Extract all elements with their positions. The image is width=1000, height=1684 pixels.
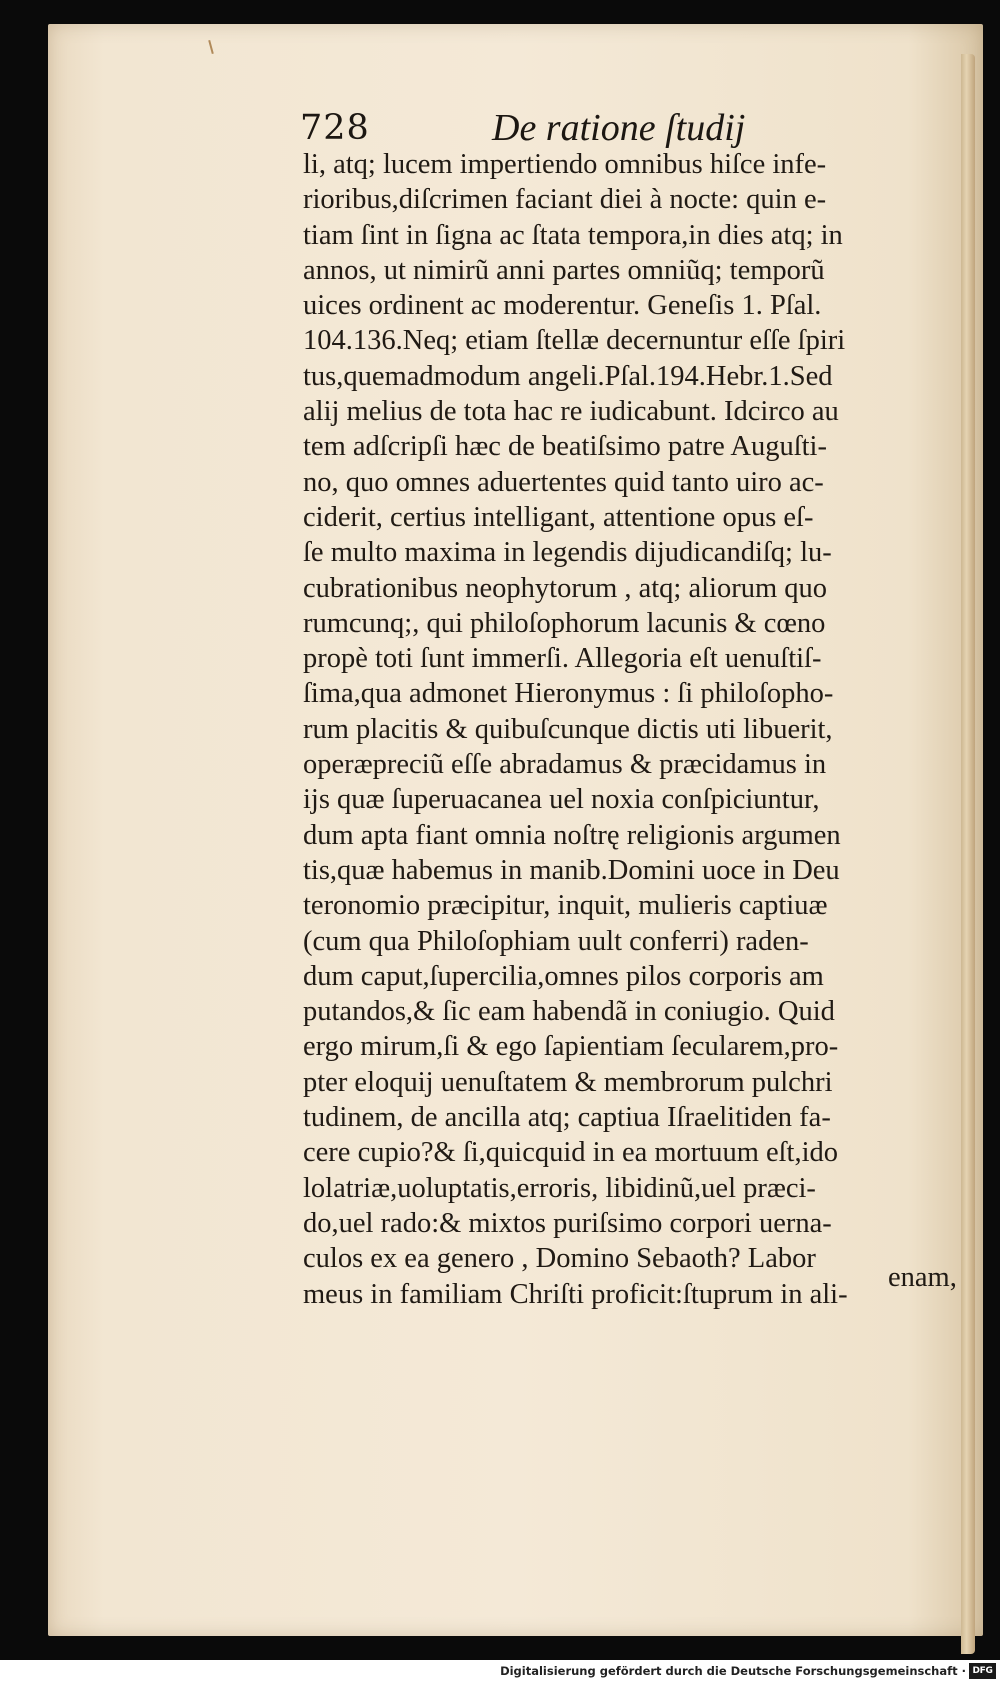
footer-credit: Digitalisierung gefördert durch die Deutsche Forschungsgemeinschaft · — [500, 1664, 966, 1678]
text-line: no, quo omnes aduertentes quid tanto uiro ac- — [303, 466, 824, 498]
text-line: cubrationibus neophytorum , atq; aliorum quo — [303, 572, 827, 604]
text-line: (cum qua Philoſophiam uult conferri) raden- — [303, 925, 809, 957]
page-edge — [961, 54, 975, 1654]
dfg-logo: DFG — [969, 1663, 996, 1679]
text-line: tis,quæ habemus in manib.Domini uoce in Deu — [303, 854, 840, 886]
text-line: rum placitis & quibuſcunque dictis uti libuerit, — [303, 713, 833, 745]
text-line: culos ex ea genero , Domino Sebaoth? Labor — [303, 1243, 816, 1275]
text-line: ijs quæ ſuperuacanea uel noxia conſpiciuntur, — [303, 784, 820, 816]
page-number: 728 — [300, 108, 370, 148]
text-line: operæpreciũ eſſe abradamus & præcidamus in — [303, 749, 827, 781]
text-line: putandos,& ſic eam habendã in coniugio. Quid — [303, 996, 835, 1028]
text-line: tus,quemadmodum angeli.Pſal.194.Hebr.1.Sed — [303, 360, 833, 392]
text-line: dum apta fiant omnia noſtrę religionis argumen — [303, 819, 841, 851]
text-line: rioribus,diſcrimen faciant diei à nocte: quin e- — [303, 184, 827, 216]
text-line: ciderit, certius intelligant, attentione opus eſ- — [303, 501, 814, 533]
text-line: tiam ſint in ſigna ac ſtata tempora,in dies atq; in — [303, 219, 843, 251]
text-line: annos, ut nimirũ anni partes omniũq; temporũ — [303, 254, 825, 286]
text-line: tudinem, de ancilla atq; captiua Iſraelitiden fa- — [303, 1102, 831, 1134]
text-line: uices ordinent ac moderentur. Geneſis 1. Pſal. — [303, 290, 822, 322]
text-line: tem adſcripſi hæc de beatiſsimo patre Auguſti- — [303, 431, 827, 463]
text-line: 104.136.Neq; etiam ſtellæ decernuntur eſſe ſpiri — [303, 325, 846, 357]
text-line: do,uel rado:& mixtos puriſsimo corpori uerna- — [303, 1207, 832, 1239]
body-text — [303, 147, 943, 1312]
text-line: ſe multo maxima in legendis dijudicandiſq; lu- — [303, 537, 832, 569]
text-line: rumcunq;, qui philoſophorum lacunis & cœno — [303, 607, 826, 639]
running-title: De ratione ſtudij — [492, 107, 746, 149]
text-line: cere cupio?& ſi,quicquid in ea mortuum eſt,ido — [303, 1137, 839, 1169]
catchword: enam, — [888, 1262, 957, 1293]
text-line: ſima,qua admonet Hieronymus : ſi philoſopho- — [303, 678, 834, 710]
text-line: teronomio præcipitur, inquit, mulieris captiuæ — [303, 890, 828, 922]
text-line: pter eloquij uenuſtatem & membrorum pulchri — [303, 1066, 833, 1098]
text-line: lolatriæ,uoluptatis,erroris, libidinũ,uel præci- — [303, 1172, 816, 1204]
text-line: li, atq; lucem impertiendo omnibus hiſce infe- — [303, 149, 827, 180]
text-line: dum caput,ſupercilia,omnes pilos corporis am — [303, 960, 824, 992]
text-line: alij melius de tota hac re iudicabunt. Idcirco au — [303, 396, 839, 428]
text-line: meus in familiam Chriſti proficit:ſtuprum in ali- — [303, 1278, 848, 1310]
text-line: propè toti ſunt immerſi. Allegoria eſt uenuſtiſ- — [303, 643, 822, 675]
footer-bar — [0, 1660, 1000, 1684]
text-line: ergo mirum,ſi & ego ſapientiam ſecularem,pro- — [303, 1031, 839, 1063]
